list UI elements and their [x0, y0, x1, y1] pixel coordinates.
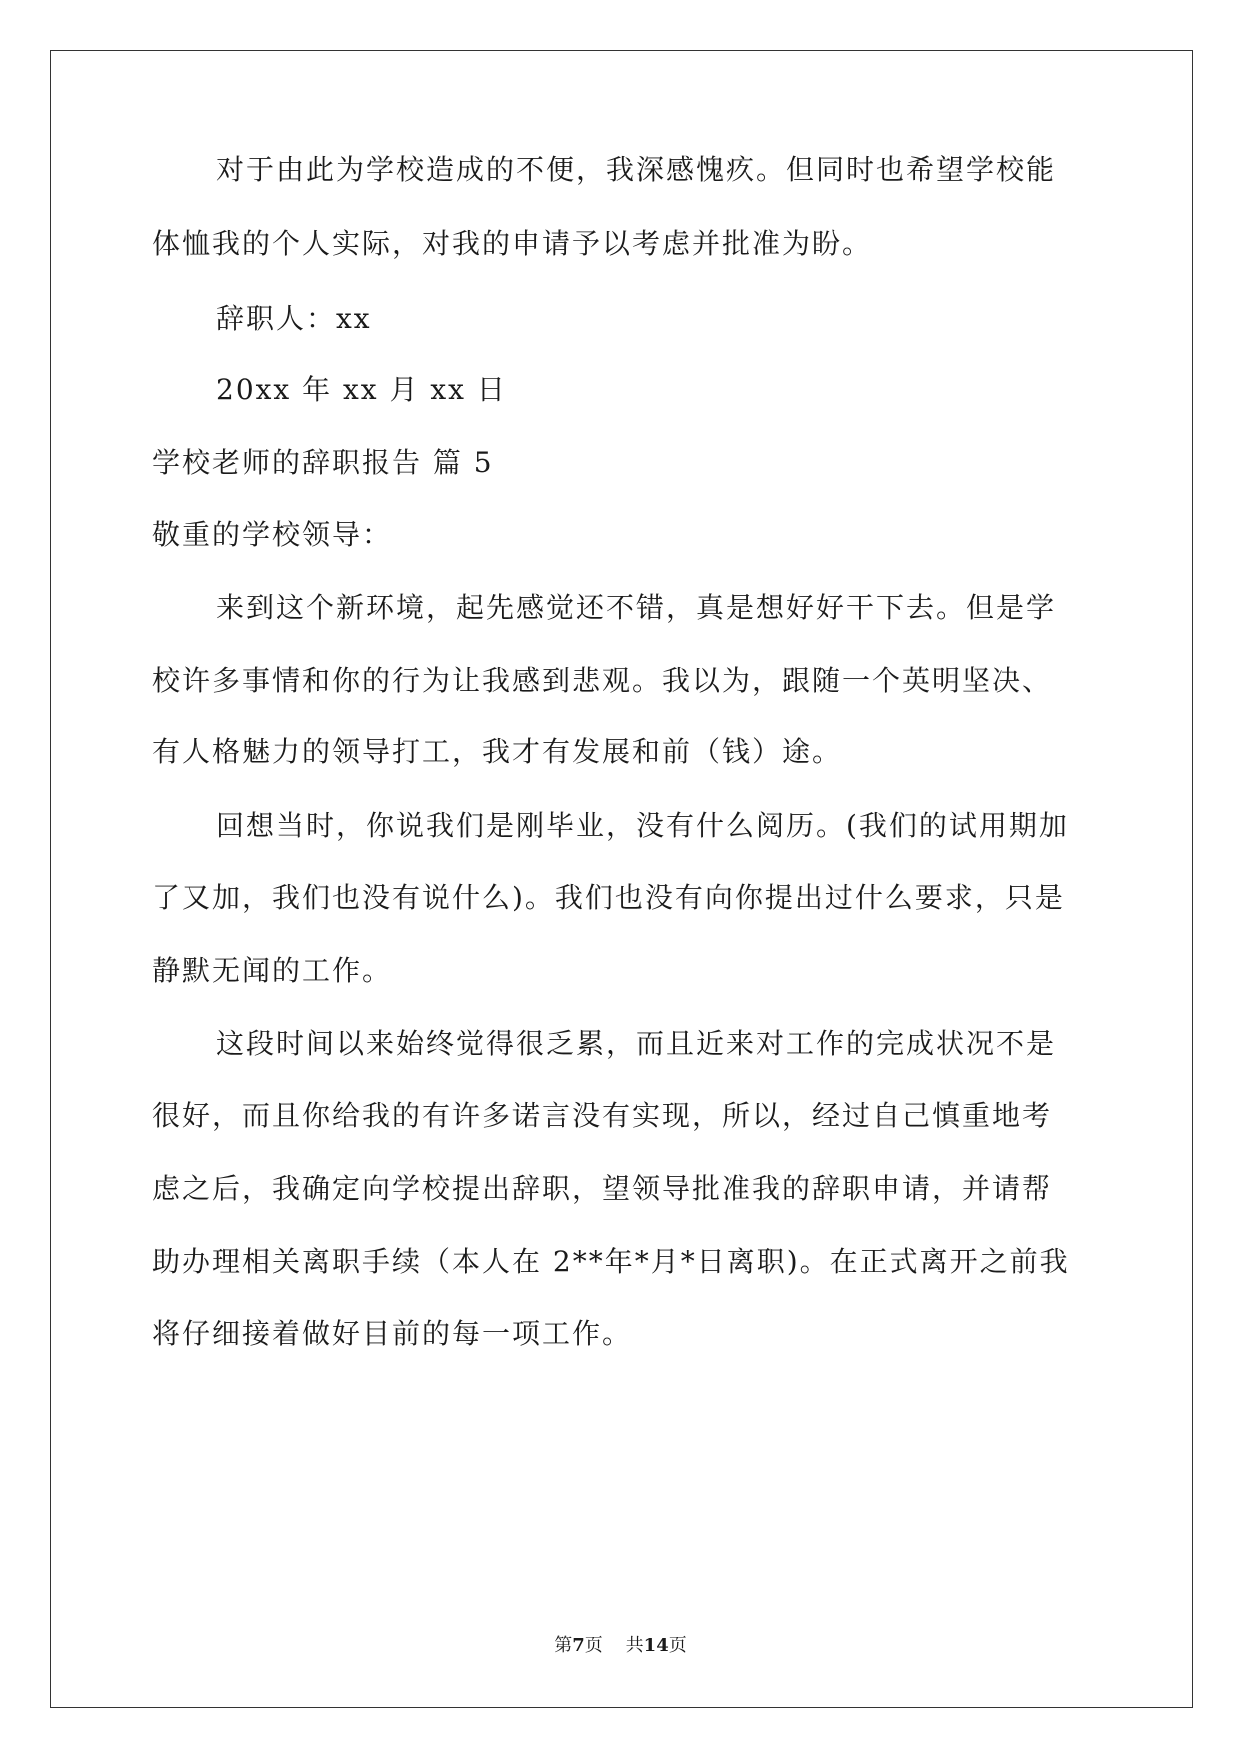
paragraph-line: 体恤我的个人实际，对我的申请予以考虑并批准为盼。 [152, 227, 873, 260]
date-line: 20xx 年 xx 月 xx 日 [216, 373, 507, 406]
paragraph-line: 助办理相关离职手续（本人在 2**年*月*日离职)。在正式离开之前我 [152, 1245, 1070, 1278]
salutation: 敬重的学校领导： [152, 518, 393, 551]
paragraph-line: 有人格魅力的领导打工，我才有发展和前（钱）途。 [152, 735, 843, 768]
paragraph-line: 静默无闻的工作。 [152, 954, 393, 987]
footer-page-word: 页 [584, 1635, 603, 1656]
paragraph-line: 了又加，我们也没有说什么)。我们也没有向你提出过什么要求，只是 [152, 881, 1065, 914]
footer-total-prefix: 共 [625, 1635, 644, 1656]
total-page-number: 14 [643, 1635, 669, 1656]
footer-prefix: 第 [554, 1635, 573, 1656]
paragraph-line: 虑之后，我确定向学校提出辞职，望领导批准我的辞职申请，并请帮 [152, 1172, 1053, 1205]
page-border [50, 50, 1193, 1708]
footer-total-suffix: 页 [668, 1635, 687, 1656]
paragraph-line: 校许多事情和你的行为让我感到悲观。我以为，跟随一个英明坚决、 [152, 664, 1053, 697]
paragraph-line: 这段时间以来始终觉得很乏累，而且近来对工作的完成状况不是 [216, 1027, 1057, 1060]
current-page-number: 7 [572, 1635, 585, 1656]
paragraph-line: 来到这个新环境，起先感觉还不错，真是想好好干下去。但是学 [216, 591, 1057, 624]
signature-line: 辞职人：xx [216, 302, 372, 335]
section-heading: 学校老师的辞职报告 篇 5 [152, 446, 494, 479]
paragraph-line: 很好，而且你给我的有许多诺言没有实现，所以，经过自己慎重地考 [152, 1099, 1053, 1132]
paragraph-line: 将仔细接着做好目前的每一项工作。 [152, 1317, 633, 1350]
paragraph-line: 对于由此为学校造成的不便，我深感愧疚。但同时也希望学校能 [216, 153, 1057, 186]
page-footer [0, 1634, 1241, 1658]
paragraph-line: 回想当时，你说我们是刚毕业，没有什么阅历。(我们的试用期加 [216, 809, 1069, 842]
